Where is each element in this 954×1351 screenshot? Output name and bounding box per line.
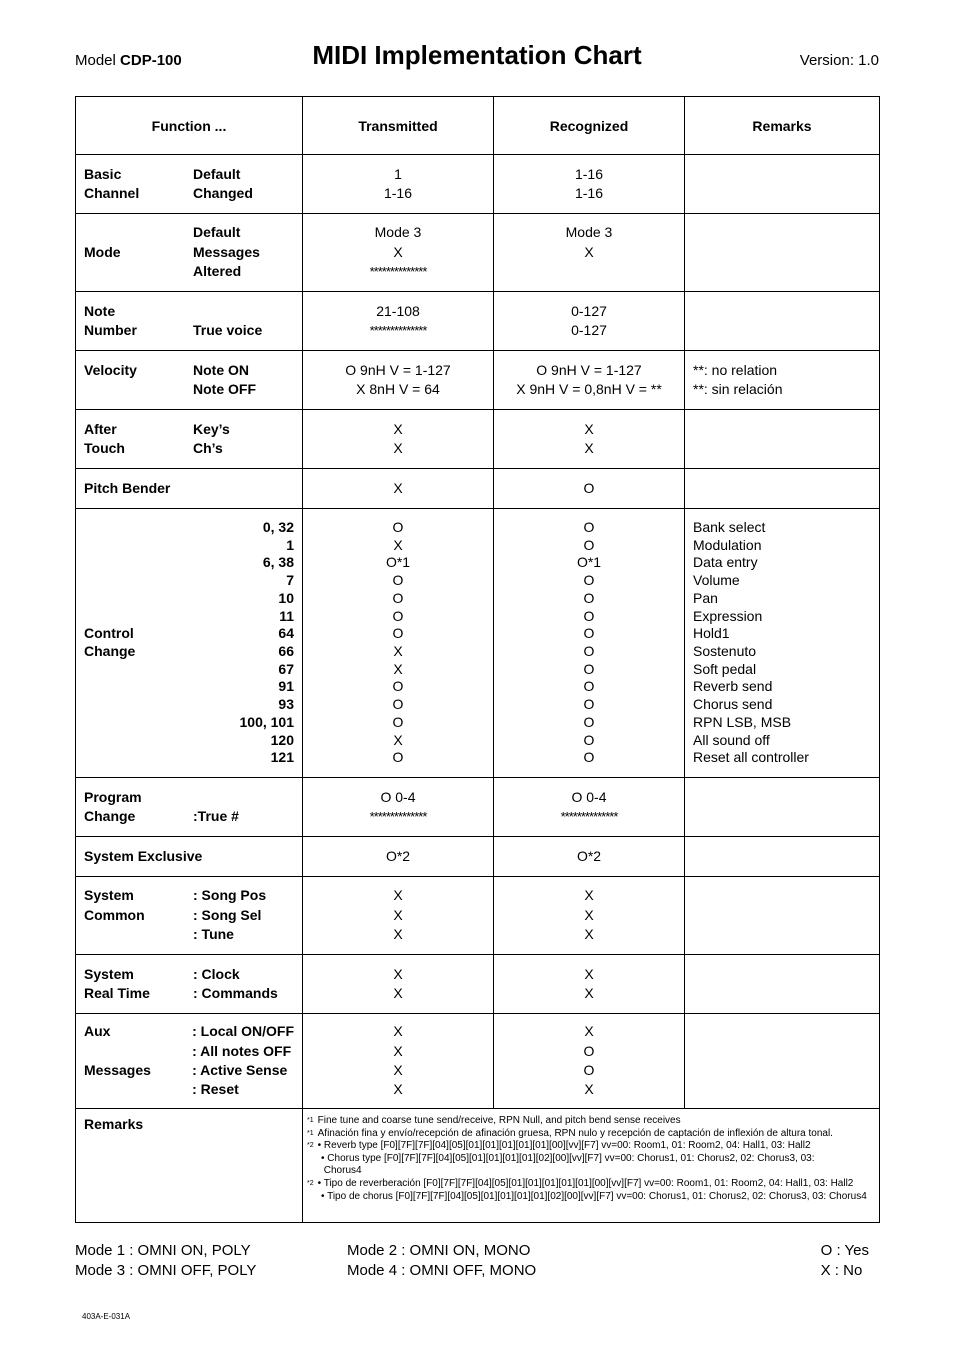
page-title: MIDI Implementation Chart (312, 40, 642, 70)
row-after-touch (76, 410, 880, 469)
recognized-value: O (583, 607, 595, 624)
control-number: 66 (278, 643, 294, 659)
transmitted-value: O (392, 607, 404, 624)
row-note-number (76, 292, 880, 351)
control-number: 0, 32 (262, 519, 294, 536)
recognized-value: 0-127 (571, 322, 607, 338)
recognized-value: X (584, 887, 594, 904)
transmitted-value: X (393, 536, 403, 553)
transmitted-value: X (393, 243, 403, 260)
row-remarks (76, 1109, 880, 1223)
row-aux-messages (76, 1014, 880, 1109)
transmitted-value: O (392, 696, 404, 713)
midi-implementation-table (75, 96, 880, 1223)
function-label: System (84, 965, 134, 982)
col-remarks: Remarks (685, 97, 880, 155)
transmitted-value: X (393, 926, 403, 943)
transmitted-value: O*1 (385, 554, 411, 571)
remark-note-text: Chorus4 (321, 1165, 362, 1177)
function-label: Mode (84, 243, 121, 260)
sub-function-label: Note ON (193, 361, 249, 378)
remark-text: Reverb send (693, 678, 773, 695)
recognized-value: X (584, 1081, 594, 1098)
transmitted-value: X 8nH V = 64 (356, 381, 440, 397)
remark-text: **: sin relación (693, 381, 783, 397)
transmitted-value: X (393, 440, 403, 456)
transmitted-value: X (393, 731, 403, 748)
remark-text: Chorus send (693, 696, 773, 713)
transmitted-value: X (393, 660, 403, 677)
function-label: Control (84, 625, 134, 642)
recognized-value: O (583, 696, 595, 713)
legend-mode4: Mode 4 : OMNI OFF, MONO (347, 1261, 537, 1279)
recognized-value: O 9nH V = 1-127 (536, 361, 642, 378)
remark-text: **: no relation (693, 361, 778, 378)
recognized-value: O*2 (494, 837, 685, 877)
legend-mode1: Mode 1 : OMNI ON, POLY (75, 1242, 251, 1259)
control-number: 121 (270, 749, 294, 766)
sub-function-label: :True # (193, 808, 239, 824)
function-label: System (84, 887, 134, 904)
recognized-value: 1-16 (574, 165, 604, 182)
control-number: 10 (278, 589, 294, 606)
function-label: Change (84, 808, 136, 824)
remark-note (307, 1191, 875, 1204)
row-velocity (76, 351, 880, 410)
remark-note (307, 1165, 875, 1178)
recognized-value: O (583, 678, 595, 695)
recognized-value: O (583, 536, 595, 553)
sub-function-label: Default (193, 224, 241, 241)
chart-header (75, 40, 879, 80)
transmitted-value: X (393, 1042, 403, 1059)
transmitted-value: X (393, 887, 403, 904)
transmitted-value: X (393, 643, 403, 659)
legend-mode3: Mode 3 : OMNI OFF, POLY (75, 1261, 257, 1279)
transmitted-value: X (393, 1062, 403, 1078)
recognized-value: O (583, 643, 595, 659)
recognized-value: O (583, 749, 595, 766)
recognized-value: O (583, 625, 595, 642)
sub-function-label: Messages (193, 243, 260, 260)
transmitted-value: O (392, 678, 404, 695)
control-recognized-list (494, 509, 685, 778)
transmitted-value: O (392, 713, 404, 730)
control-transmitted-list (303, 509, 494, 778)
function-label: System Exclusive (84, 847, 203, 864)
remark-note (307, 1153, 875, 1166)
remark-note-text: Fine tune and coarse tune send/receive, RPN Null, and pitch bend sense receives (317, 1115, 681, 1126)
recognized-value: O*1 (576, 554, 602, 571)
remark-text: Data entry (693, 554, 758, 571)
function-label: Program (84, 788, 142, 805)
remark-note (307, 1140, 875, 1153)
transmitted-value: X (393, 420, 403, 437)
transmitted-value: O (392, 519, 404, 536)
function-label: Touch (84, 440, 125, 456)
remark-text: Hold1 (693, 625, 730, 642)
control-number: 91 (278, 678, 294, 695)
transmitted-value: O 0-4 (380, 788, 416, 805)
recognized-value: X (584, 243, 594, 260)
remark-text: Volume (693, 572, 740, 589)
transmitted-value: X (303, 469, 494, 509)
control-number-list (193, 519, 294, 767)
sub-function-label: : All notes OFF (192, 1042, 292, 1059)
control-number: 93 (278, 696, 294, 713)
legend-no: X : No (820, 1261, 863, 1279)
col-transmitted: Transmitted (303, 97, 494, 155)
recognized-value: O 0-4 (571, 788, 607, 805)
sub-function-label: : Local ON/OFF (192, 1023, 294, 1040)
function-label: Remarks (84, 1116, 144, 1132)
transmitted-value: 1-16 (383, 185, 413, 201)
remark-text: Expression (693, 607, 763, 624)
model-label: Model CDP-100 (75, 52, 182, 69)
sub-function-label: : Reset (192, 1081, 239, 1098)
transmitted-value: ************** (369, 809, 427, 824)
transmitted-value: X (393, 1081, 403, 1098)
transmitted-value: Mode 3 (374, 224, 422, 241)
row-pitch-bender (76, 469, 880, 509)
recognized-value: 0-127 (571, 302, 607, 319)
recognized-value: Mode 3 (565, 224, 613, 241)
recognized-value: X (584, 420, 594, 437)
function-label: Pitch Bender (84, 479, 171, 496)
footnote-mark: *1 (307, 1129, 314, 1137)
row-system-common (76, 877, 880, 955)
remark-text: Sostenuto (693, 643, 757, 659)
function-label: Real Time (84, 985, 150, 1001)
footnote-mark: *1 (307, 1117, 314, 1124)
function-label: After (84, 420, 117, 437)
sub-function-label: : Song Sel (193, 906, 262, 923)
remark-text: Bank select (693, 519, 766, 536)
recognized-value: O (583, 731, 595, 748)
remark-note-text: Afinación fina y envío/recepción de afinación gruesa, RPN nulo y recepción de captación de inflexión de altura tonal. (317, 1127, 833, 1139)
recognized-value: O (583, 660, 595, 677)
recognized-value: O (583, 1042, 595, 1059)
function-label: Number (84, 322, 137, 338)
remark-note (307, 1128, 875, 1141)
remark-note (307, 1178, 875, 1191)
transmitted-value: O (392, 749, 404, 766)
function-label: Basic (84, 165, 122, 182)
recognized-value: ************** (560, 809, 618, 824)
row-control-change (76, 509, 880, 778)
row-program-change (76, 778, 880, 837)
transmitted-value: X (393, 985, 403, 1001)
sub-function-label: True voice (193, 322, 263, 338)
function-label: Common (84, 906, 145, 923)
sub-function-label: : Clock (193, 965, 240, 982)
recognized-value: X (584, 926, 594, 943)
remark-text: RPN LSB, MSB (693, 713, 792, 730)
recognized-value: X (584, 985, 594, 1001)
function-label: Messages (84, 1062, 151, 1078)
table-header-row (76, 97, 880, 155)
sub-function-label: Key’s (193, 420, 230, 437)
recognized-value: 1-16 (574, 185, 604, 201)
function-label: Velocity (84, 361, 137, 378)
sub-function-label: Note OFF (193, 381, 256, 397)
version-label: Version: 1.0 (799, 52, 879, 69)
remark-text: Modulation (693, 536, 762, 553)
sub-function-label: Changed (193, 185, 253, 201)
remark-text: Soft pedal (693, 660, 757, 677)
remark-text: Reset all controller (693, 749, 809, 766)
transmitted-value: ************** (369, 264, 427, 280)
control-number: 7 (286, 572, 294, 589)
sub-function-label: : Active Sense (192, 1062, 288, 1078)
control-number: 67 (278, 660, 294, 677)
sub-function-label: Altered (193, 263, 242, 280)
document-code: 403A-E-031A (82, 1312, 131, 1321)
row-system-exclusive (76, 837, 880, 877)
control-number: 1 (286, 536, 294, 553)
remark-note-text: • Chorus type [F0][7F][7F][04][05][01][01][01][01][02][00][vv][F7] vv=00: Chorus1, 01: Chorus2, 02: Chorus3, 03: (321, 1152, 815, 1164)
remark-note-text: • Reverb type [F0][7F][7F][04][05][01][01][01][01][01][00][vv][F7] vv=00: Room1, 01: Room2, 04: Hall1, 03: Hall2 (317, 1140, 811, 1152)
recognized-value: X (584, 440, 594, 456)
recognized-value: O (583, 713, 595, 730)
function-label: Aux (84, 1023, 111, 1040)
remark-note-text: • Tipo de chorus [F0][7F][7F][04][05][01][01][01][01][02][00][vv][F7] vv=00: Chorus1, 01: Chorus2, 02: Chorus3, 03: Chorus4 (321, 1190, 867, 1202)
transmitted-value: ************** (369, 323, 427, 338)
legend-mode2: Mode 2 : OMNI ON, MONO (347, 1242, 531, 1259)
control-number: 120 (270, 731, 294, 748)
transmitted-value: X (393, 965, 403, 982)
col-recognized: Recognized (494, 97, 685, 155)
recognized-value: O (583, 572, 595, 589)
control-number: 11 (279, 607, 294, 624)
control-number: 6, 38 (262, 554, 294, 571)
col-function: Function ... (76, 97, 303, 155)
transmitted-value: O (392, 589, 404, 606)
sub-function-label: : Commands (193, 985, 278, 1001)
remarks-notes (303, 1109, 880, 1223)
sub-function-label: Ch’s (193, 440, 223, 456)
recognized-value: X (584, 965, 594, 982)
remark-text: All sound off (693, 731, 770, 748)
transmitted-value: X (393, 906, 403, 923)
remark-text: Pan (693, 589, 718, 606)
row-basic-channel (76, 155, 880, 214)
transmitted-value: 1 (394, 165, 402, 182)
sub-function-label: Default (193, 165, 241, 182)
recognized-value: O (494, 469, 685, 509)
row-mode (76, 214, 880, 292)
function-label: Change (84, 643, 136, 659)
function-label: Note (84, 302, 116, 319)
transmitted-value: O (392, 625, 404, 642)
transmitted-value: 21-108 (376, 302, 420, 319)
recognized-value: O (583, 589, 595, 606)
footnote-mark: *2 (307, 1179, 314, 1187)
row-system-realtime (76, 955, 880, 1014)
transmitted-value: O*2 (303, 837, 494, 877)
recognized-value: X (584, 906, 594, 923)
sub-function-label: : Tune (193, 926, 234, 943)
recognized-value: X (584, 1023, 594, 1040)
footnote-mark: *2 (307, 1142, 314, 1150)
transmitted-value: X (393, 1023, 403, 1040)
sub-function-label: : Song Pos (193, 887, 267, 904)
remark-note-text: • Tipo de reverberación [F0][7F][7F][04][05][01][01][01][01][01][00][vv][F7] vv=00: Room1, 01: Room2, 04: Hall1, 03: Hall2 (317, 1177, 854, 1189)
control-number: 100, 101 (239, 713, 294, 730)
control-number: 64 (278, 625, 294, 642)
function-label: Channel (84, 185, 140, 201)
remark-note (307, 1115, 875, 1128)
recognized-value: O (583, 519, 595, 536)
legend-yes: O : Yes (820, 1242, 869, 1259)
recognized-value: X 9nH V = 0,8nH V = ** (516, 381, 662, 397)
recognized-value: O (583, 1062, 595, 1078)
transmitted-value: O 9nH V = 1-127 (345, 361, 451, 378)
transmitted-value: O (392, 572, 404, 589)
control-remarks-list (685, 509, 880, 778)
